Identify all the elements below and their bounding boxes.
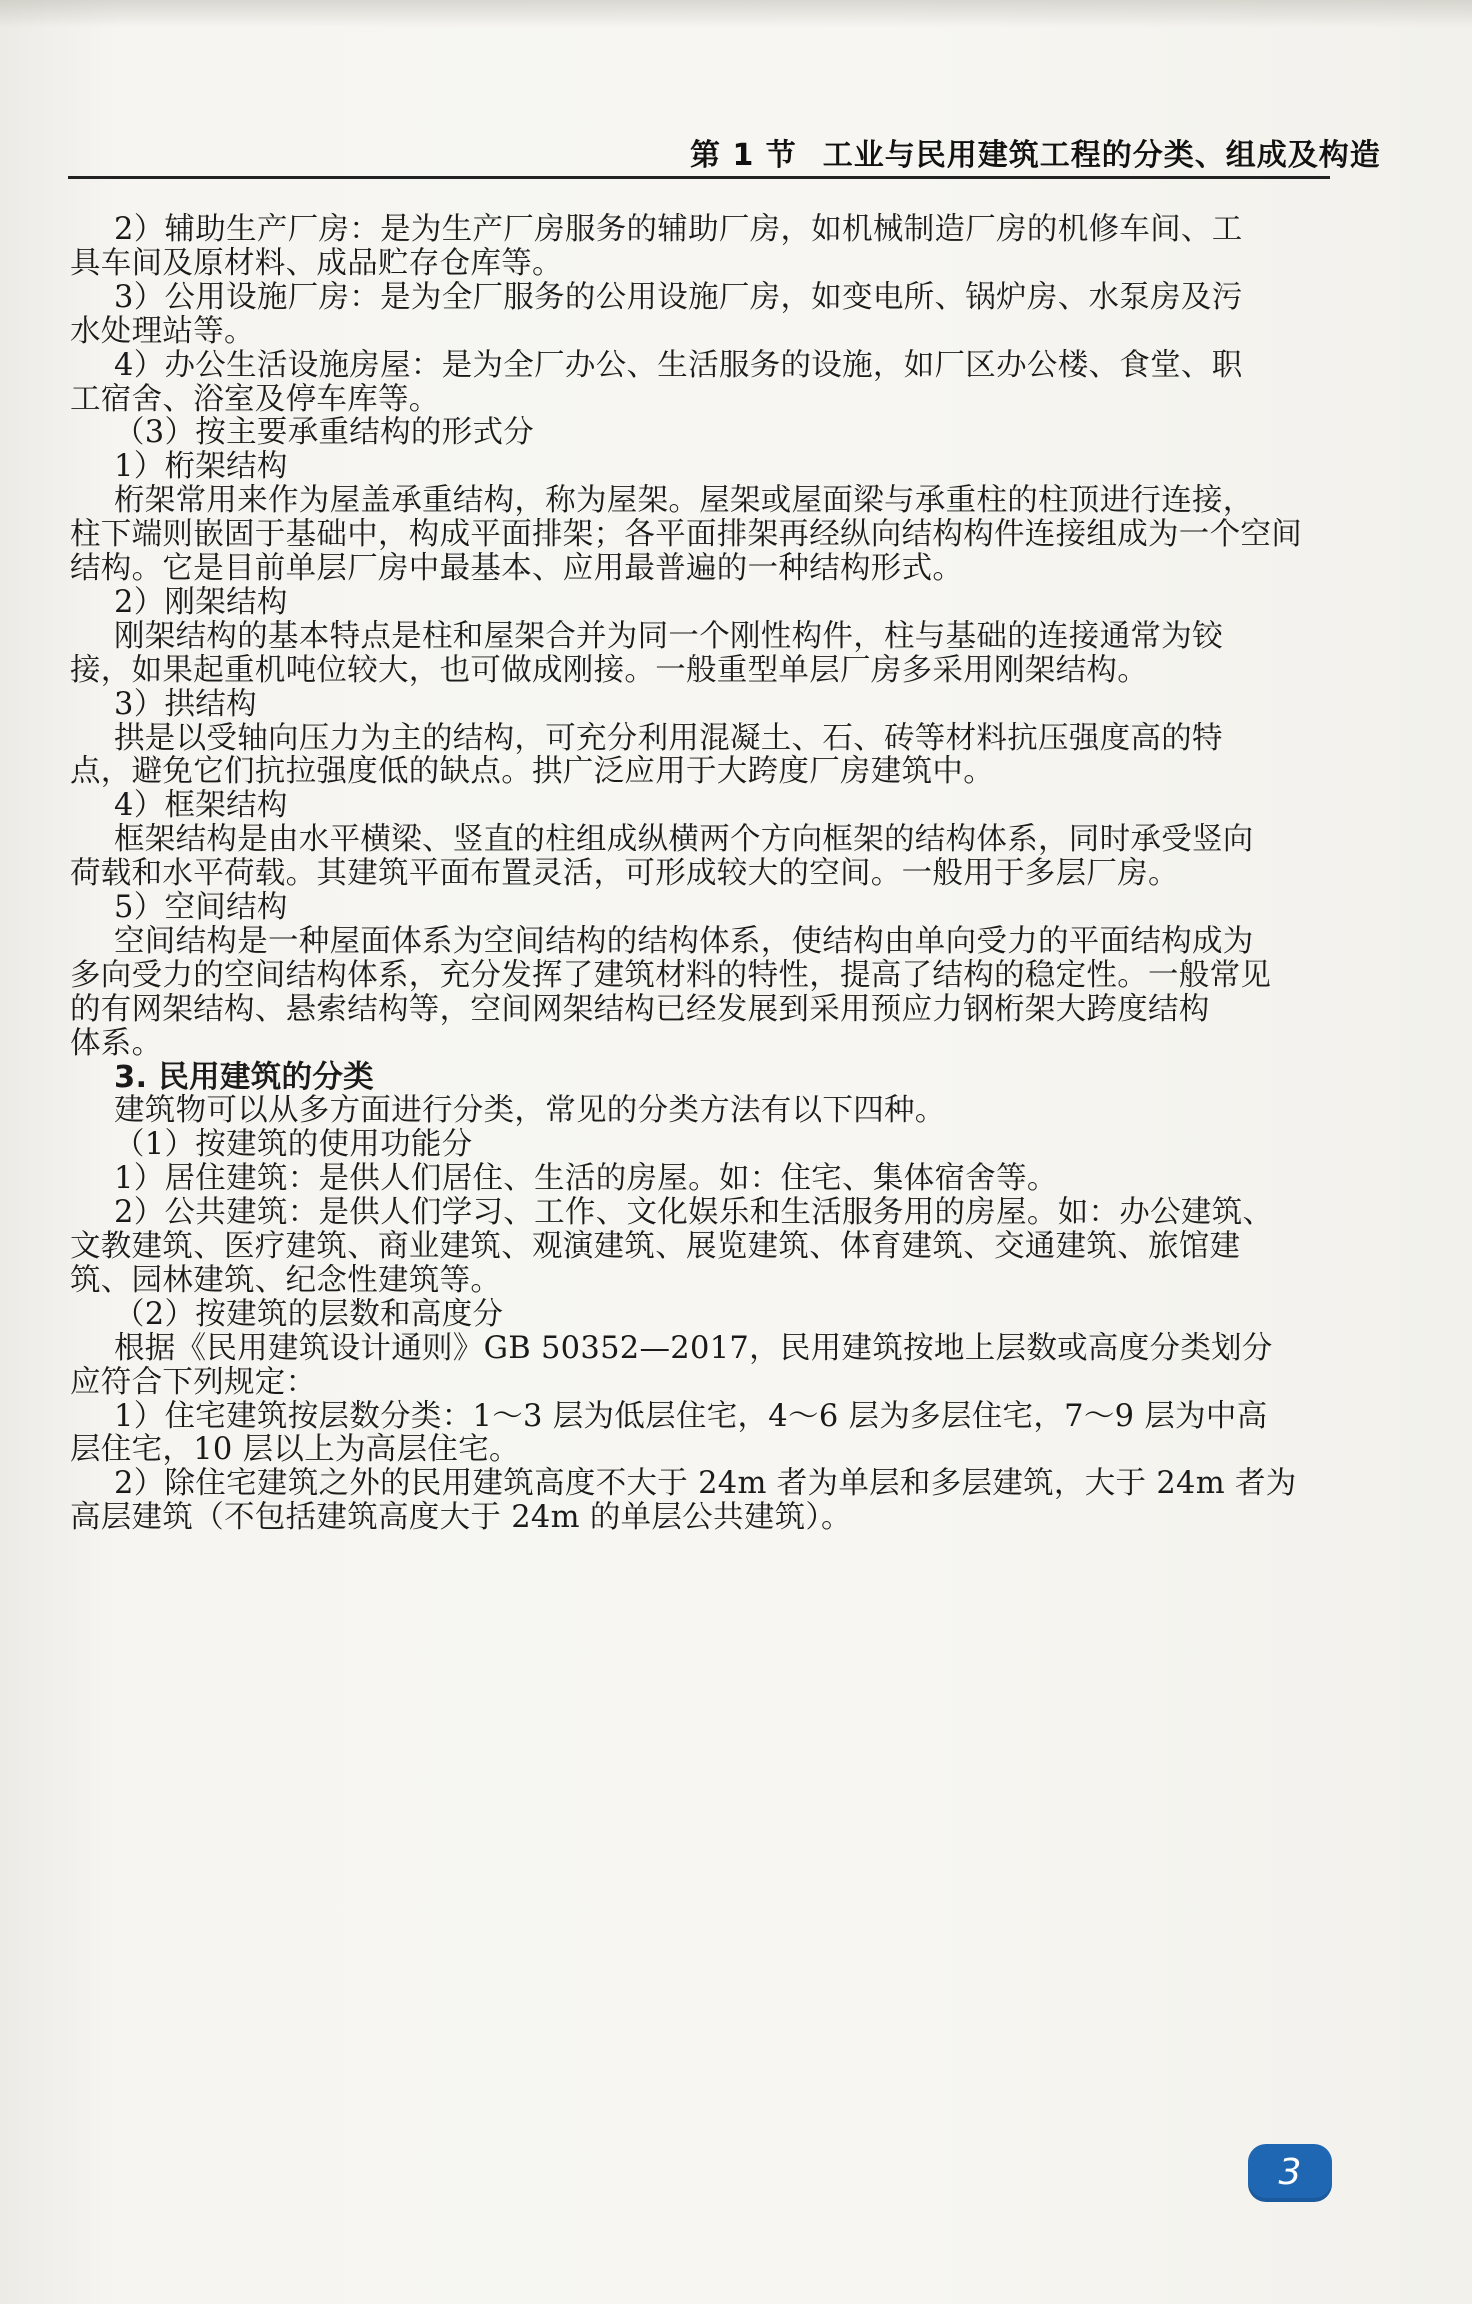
text-line: 2）公共建筑：是供人们学习、工作、文化娱乐和生活服务用的房屋。如：办公建筑、 bbox=[114, 1195, 1274, 1230]
text-line: 具车间及原材料、成品贮存仓库等。 bbox=[70, 246, 563, 281]
text-line: 根据《民用建筑设计通则》GB 50352—2017，民用建筑按地上层数或高度分类划分 bbox=[114, 1331, 1273, 1366]
text-line: 框架结构是由水平横梁、竖直的柱组成纵横两个方向框架的结构体系，同时承受竖向 bbox=[114, 822, 1254, 857]
text-line: 高层建筑（不包括建筑高度大于 24m 的单层公共建筑）。 bbox=[70, 1500, 852, 1535]
text-line: 文教建筑、医疗建筑、商业建筑、观演建筑、展览建筑、体育建筑、交通建筑、旅馆建 bbox=[70, 1229, 1241, 1264]
text-line: （2）按建筑的层数和高度分 bbox=[114, 1297, 504, 1332]
text-line: 层住宅，10 层以上为高层住宅。 bbox=[70, 1432, 520, 1467]
header-rule bbox=[68, 176, 1330, 179]
text-line: （3）按主要承重结构的形式分 bbox=[114, 415, 535, 450]
text-line: 3）拱结构 bbox=[114, 687, 257, 722]
running-head bbox=[690, 130, 1381, 174]
text-line: 4）框架结构 bbox=[114, 788, 288, 823]
text-line: 空间结构是一种屋面体系为空间结构的结构体系，使结构由单向受力的平面结构成为 bbox=[114, 924, 1254, 959]
text-line: 结构。它是目前单层厂房中最基本、应用最普遍的一种结构形式。 bbox=[70, 551, 964, 586]
section-title: 工业与民用建筑工程的分类、组成及构造 bbox=[822, 138, 1381, 173]
text-line: 建筑物可以从多方面进行分类，常见的分类方法有以下四种。 bbox=[114, 1093, 946, 1128]
text-line: 多向受力的空间结构体系，充分发挥了建筑材料的特性，提高了结构的稳定性。一般常见 bbox=[70, 958, 1272, 993]
text-line: 1）桁架结构 bbox=[114, 449, 288, 484]
text-line: 5）空间结构 bbox=[114, 890, 288, 925]
text-line: 1）住宅建筑按层数分类：1～3 层为低层住宅，4～6 层为多层住宅，7～9 层为中高 bbox=[114, 1399, 1268, 1434]
text-line: 柱下端则嵌固于基础中，构成平面排架；各平面排架再经纵向结构构件连接组成为一个空间 bbox=[70, 517, 1302, 552]
text-line: 的有网架结构、悬索结构等，空间网架结构已经发展到采用预应力钢桁架大跨度结构 bbox=[70, 992, 1210, 1027]
text-line: 2）辅助生产厂房：是为生产厂房服务的辅助厂房，如机械制造厂房的机修车间、工 bbox=[114, 212, 1243, 247]
text-line: 拱是以受轴向压力为主的结构，可充分利用混凝土、石、砖等材料抗压强度高的特 bbox=[114, 721, 1223, 756]
text-line: 4）办公生活设施房屋：是为全厂办公、生活服务的设施，如厂区办公楼、食堂、职 bbox=[114, 348, 1243, 383]
text-line: 点，避免它们抗拉强度低的缺点。拱广泛应用于大跨度厂房建筑中。 bbox=[70, 754, 994, 789]
text-line: 2）刚架结构 bbox=[114, 585, 288, 620]
text-line: 2）除住宅建筑之外的民用建筑高度不大于 24m 者为单层和多层建筑，大于 24m 者为 bbox=[114, 1466, 1297, 1501]
text-line: 筑、园林建筑、纪念性建筑等。 bbox=[70, 1263, 502, 1298]
text-line: 应符合下列规定： bbox=[70, 1365, 317, 1400]
text-line: 体系。 bbox=[70, 1026, 163, 1061]
text-line: 桁架常用来作为屋盖承重结构，称为屋架。屋架或屋面梁与承重柱的柱顶进行连接， bbox=[114, 483, 1254, 518]
page-top-shadow bbox=[0, 0, 1472, 28]
text-line: 1）居住建筑：是供人们居住、生活的房屋。如：住宅、集体宿舍等。 bbox=[114, 1161, 1058, 1196]
text-line: 3）公用设施厂房：是为全厂服务的公用设施厂房，如变电所、锅炉房、水泵房及污 bbox=[114, 280, 1243, 315]
text-line: （1）按建筑的使用功能分 bbox=[114, 1127, 473, 1162]
text-line: 接，如果起重机吨位较大，也可做成刚接。一般重型单层厂房多采用刚架结构。 bbox=[70, 653, 1148, 688]
text-line: 刚架结构的基本特点是柱和屋架合并为同一个刚性构件，柱与基础的连接通常为铰 bbox=[114, 619, 1223, 654]
page-number-badge: 3 bbox=[1248, 2144, 1332, 2202]
subsection-heading: 3. 民用建筑的分类 bbox=[114, 1060, 374, 1095]
text-line: 工宿舍、浴室及停车库等。 bbox=[70, 382, 440, 417]
text-line: 水处理站等。 bbox=[70, 314, 255, 349]
text-line: 荷载和水平荷载。其建筑平面布置灵活，可形成较大的空间。一般用于多层厂房。 bbox=[70, 856, 1179, 891]
section-number: 第 1 节 bbox=[690, 138, 797, 173]
